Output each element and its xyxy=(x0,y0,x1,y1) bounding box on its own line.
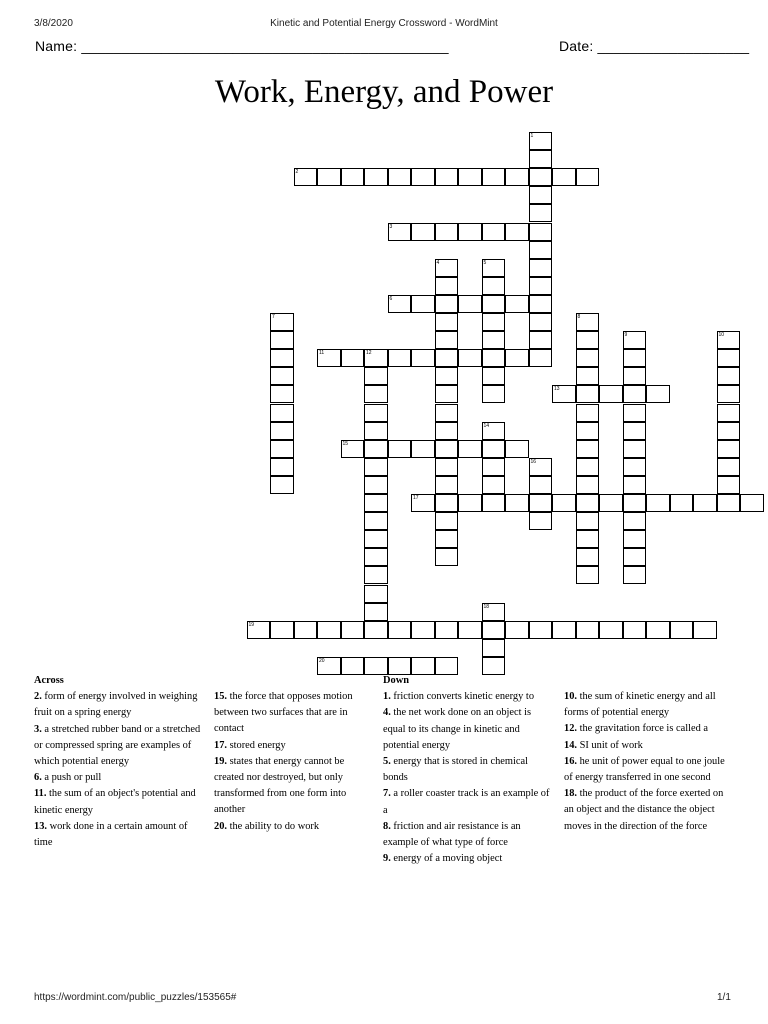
grid-cell[interactable] xyxy=(435,476,459,494)
clue-number: 16. xyxy=(564,755,577,767)
clue-text: energy of a moving object xyxy=(390,853,503,865)
grid-cell[interactable] xyxy=(435,458,459,476)
grid-cell[interactable] xyxy=(364,404,388,422)
clue-text: a roller coaster track is an example of a xyxy=(383,788,550,816)
grid-cell[interactable] xyxy=(623,349,647,367)
clue-text: the force that opposes motion between two surfaces that are in contact xyxy=(214,691,353,735)
grid-cell[interactable] xyxy=(411,440,435,458)
clue-number-label: 18 xyxy=(483,603,490,610)
grid-cell[interactable] xyxy=(482,349,506,367)
grid-cell[interactable] xyxy=(482,277,506,295)
grid-cell[interactable] xyxy=(388,440,412,458)
clue-item xyxy=(34,770,206,786)
grid-cell[interactable] xyxy=(435,548,459,566)
clue-number: 5. xyxy=(383,756,391,768)
grid-cell[interactable] xyxy=(529,259,553,277)
grid-cell[interactable] xyxy=(435,168,459,186)
grid-cell[interactable] xyxy=(482,621,506,639)
grid-cell[interactable] xyxy=(458,440,482,458)
grid-cell[interactable] xyxy=(623,458,647,476)
grid-cell[interactable] xyxy=(529,132,553,150)
grid-cell[interactable] xyxy=(341,168,365,186)
grid-cell[interactable] xyxy=(505,494,529,512)
grid-cell[interactable] xyxy=(482,494,506,512)
puzzle-title: Work, Energy, and Power xyxy=(214,74,554,110)
clue-number-label: 6 xyxy=(389,295,393,302)
clue-number: 4. xyxy=(383,707,391,719)
grid-cell[interactable] xyxy=(364,494,388,512)
grid-cell[interactable] xyxy=(435,367,459,385)
grid-cell[interactable] xyxy=(458,168,482,186)
grid-cell[interactable] xyxy=(270,404,294,422)
grid-cell[interactable] xyxy=(576,530,600,548)
print-date: 3/8/2020 xyxy=(34,18,73,29)
grid-cell[interactable] xyxy=(364,367,388,385)
footer-page-number: 1/1 xyxy=(717,992,731,1003)
grid-cell[interactable] xyxy=(435,313,459,331)
clue-number: 7. xyxy=(383,788,391,800)
clue-number-label: 9 xyxy=(624,332,628,339)
clue-item xyxy=(383,819,553,851)
grid-cell[interactable] xyxy=(623,331,647,349)
grid-cell[interactable] xyxy=(270,349,294,367)
footer-url[interactable]: https://wordmint.com/public_puzzles/153565# xyxy=(34,992,237,1003)
grid-cell[interactable] xyxy=(576,404,600,422)
grid-cell[interactable] xyxy=(435,494,459,512)
grid-cell[interactable] xyxy=(458,295,482,313)
grid-cell[interactable] xyxy=(505,440,529,458)
clue-item xyxy=(214,689,374,738)
print-header-title: Kinetic and Potential Energy Crossword - WordMint xyxy=(270,18,498,29)
clue-item xyxy=(383,786,553,818)
grid-cell[interactable] xyxy=(599,385,623,403)
grid-cell[interactable] xyxy=(435,621,459,639)
clue-text: a stretched rubber band or a stretched or compressed spring are examples of which potential energy xyxy=(34,723,201,768)
grid-cell[interactable] xyxy=(482,331,506,349)
grid-cell[interactable] xyxy=(623,404,647,422)
grid-cell[interactable] xyxy=(364,603,388,621)
clue-item xyxy=(214,754,374,819)
grid-cell[interactable] xyxy=(294,621,318,639)
grid-cell[interactable] xyxy=(270,331,294,349)
grid-cell[interactable] xyxy=(435,422,459,440)
grid-cell[interactable] xyxy=(317,621,341,639)
grid-cell[interactable] xyxy=(294,168,318,186)
clue-number: 6. xyxy=(34,772,42,784)
clue-number-label: 13 xyxy=(554,386,560,393)
clue-number: 12. xyxy=(564,723,577,735)
grid-cell[interactable] xyxy=(482,440,506,458)
clue-item xyxy=(564,721,732,737)
grid-cell[interactable] xyxy=(529,494,553,512)
grid-cell[interactable] xyxy=(717,422,741,440)
grid-cell[interactable] xyxy=(717,458,741,476)
clue-number-label: 11 xyxy=(319,350,325,357)
grid-cell[interactable] xyxy=(435,223,459,241)
clue-text: friction and air resistance is an example of what type of force xyxy=(383,820,521,849)
grid-cell[interactable] xyxy=(411,295,435,313)
clue-text: form of energy involved in weighing fruit on a spring energy xyxy=(34,691,198,719)
grid-cell[interactable] xyxy=(717,349,741,367)
grid-cell[interactable] xyxy=(435,385,459,403)
grid-cell[interactable] xyxy=(623,367,647,385)
grid-cell[interactable] xyxy=(529,331,553,349)
grid-cell[interactable] xyxy=(576,349,600,367)
clue-item xyxy=(34,786,206,818)
grid-cell[interactable] xyxy=(505,349,529,367)
clue-number: 13. xyxy=(34,820,47,832)
clue-item xyxy=(564,689,732,721)
grid-cell[interactable] xyxy=(529,204,553,222)
clue-number-label: 20 xyxy=(319,657,325,664)
clue-number: 19. xyxy=(214,755,227,767)
grid-cell[interactable] xyxy=(576,331,600,349)
grid-cell[interactable] xyxy=(317,349,341,367)
clue-number-label: 4 xyxy=(436,259,440,266)
grid-cell[interactable] xyxy=(317,168,341,186)
clue-text: he unit of power equal to one joule of energy transferred in one second xyxy=(564,755,725,784)
grid-cell[interactable] xyxy=(364,566,388,584)
grid-cell[interactable] xyxy=(458,494,482,512)
clue-item xyxy=(383,689,553,705)
grid-cell[interactable] xyxy=(270,476,294,494)
grid-cell[interactable] xyxy=(623,440,647,458)
clue-number-label: 15 xyxy=(342,440,349,447)
clue-item xyxy=(34,722,206,771)
grid-cell[interactable] xyxy=(717,476,741,494)
grid-cell[interactable] xyxy=(646,621,670,639)
clue-number: 2. xyxy=(34,691,42,703)
clue-text: the gravitation force is called a xyxy=(577,723,708,735)
grid-cell[interactable] xyxy=(740,494,764,512)
clue-item xyxy=(383,851,553,867)
grid-cell[interactable] xyxy=(364,458,388,476)
name-field[interactable]: Name: ______________________________________________ xyxy=(35,38,449,54)
grid-cell[interactable] xyxy=(529,277,553,295)
grid-cell[interactable] xyxy=(576,367,600,385)
grid-cell[interactable] xyxy=(341,440,365,458)
down-clues-col1 xyxy=(383,673,553,867)
grid-cell[interactable] xyxy=(717,385,741,403)
grid-cell[interactable] xyxy=(482,385,506,403)
grid-cell[interactable] xyxy=(646,385,670,403)
grid-cell[interactable] xyxy=(364,585,388,603)
grid-cell[interactable] xyxy=(270,422,294,440)
grid-cell[interactable] xyxy=(717,440,741,458)
grid-cell[interactable] xyxy=(529,458,553,476)
clue-item xyxy=(214,738,374,754)
across-clues-col1 xyxy=(34,673,206,851)
grid-cell[interactable] xyxy=(270,458,294,476)
grid-cell[interactable] xyxy=(435,295,459,313)
grid-cell[interactable] xyxy=(364,385,388,403)
clue-item xyxy=(383,705,553,754)
grid-cell[interactable] xyxy=(317,657,341,675)
clue-item xyxy=(564,738,732,754)
clue-item xyxy=(34,819,206,851)
clue-number: 20. xyxy=(214,820,227,832)
grid-cell[interactable] xyxy=(341,657,365,675)
grid-cell[interactable] xyxy=(364,530,388,548)
grid-cell[interactable] xyxy=(552,621,576,639)
grid-cell[interactable] xyxy=(388,223,412,241)
grid-cell[interactable] xyxy=(270,385,294,403)
grid-cell[interactable] xyxy=(341,349,365,367)
clue-number: 10. xyxy=(564,691,577,702)
clue-number-label: 3 xyxy=(389,223,393,230)
grid-cell[interactable] xyxy=(599,494,623,512)
across-clues-col2 xyxy=(214,689,374,835)
clue-number: 17. xyxy=(214,739,227,751)
clue-number: 14. xyxy=(564,739,577,751)
grid-cell[interactable] xyxy=(505,168,529,186)
clue-number: 18. xyxy=(564,788,577,800)
grid-cell[interactable] xyxy=(529,186,553,204)
grid-cell[interactable] xyxy=(693,494,717,512)
grid-cell[interactable] xyxy=(388,295,412,313)
grid-cell[interactable] xyxy=(529,223,553,241)
grid-cell[interactable] xyxy=(364,512,388,530)
clue-number-label: 8 xyxy=(577,314,581,320)
grid-cell[interactable] xyxy=(552,168,576,186)
clue-number-label: 19 xyxy=(248,621,255,628)
grid-cell[interactable] xyxy=(458,621,482,639)
clue-number: 8. xyxy=(383,820,391,832)
grid-cell[interactable] xyxy=(388,168,412,186)
down-clues-col2 xyxy=(564,689,732,835)
grid-cell[interactable] xyxy=(364,168,388,186)
grid-cell[interactable] xyxy=(482,259,506,277)
clue-text: the sum of an object's potential and kinetic energy xyxy=(34,788,196,816)
grid-cell[interactable] xyxy=(364,440,388,458)
clue-text: work done in a certain amount of time xyxy=(34,820,188,849)
grid-cell[interactable] xyxy=(458,223,482,241)
grid-cell[interactable] xyxy=(270,313,294,331)
grid-cell[interactable] xyxy=(576,440,600,458)
grid-cell[interactable] xyxy=(411,494,435,512)
grid-cell[interactable] xyxy=(505,223,529,241)
clue-number: 3. xyxy=(34,723,42,735)
grid-cell[interactable] xyxy=(364,548,388,566)
clue-item xyxy=(564,786,732,835)
clue-text: the ability to do work xyxy=(227,820,320,832)
grid-cell[interactable] xyxy=(411,621,435,639)
grid-cell[interactable] xyxy=(623,621,647,639)
grid-cell[interactable] xyxy=(529,150,553,168)
clue-text: the net work done on an object is equal to its change in kinetic and potential energy xyxy=(383,707,532,751)
grid-cell[interactable] xyxy=(623,566,647,584)
grid-cell[interactable] xyxy=(482,476,506,494)
grid-cell[interactable] xyxy=(482,603,506,621)
grid-cell[interactable] xyxy=(529,241,553,259)
grid-cell[interactable] xyxy=(435,277,459,295)
clue-number: 15. xyxy=(214,691,227,702)
grid-cell[interactable] xyxy=(529,476,553,494)
clue-item xyxy=(214,819,374,835)
grid-cell[interactable] xyxy=(505,295,529,313)
grid-cell[interactable] xyxy=(529,621,553,639)
grid-cell[interactable] xyxy=(482,458,506,476)
clue-number: 9. xyxy=(383,853,391,865)
grid-cell[interactable] xyxy=(623,422,647,440)
grid-cell[interactable] xyxy=(693,621,717,639)
grid-cell[interactable] xyxy=(364,349,388,367)
grid-cell[interactable] xyxy=(529,168,553,186)
clue-number: 1. xyxy=(383,691,391,703)
grid-cell[interactable] xyxy=(435,404,459,422)
clue-number-label: 10 xyxy=(718,332,725,339)
clue-item xyxy=(34,689,206,721)
grid-cell[interactable] xyxy=(458,349,482,367)
grid-cell[interactable] xyxy=(552,494,576,512)
grid-cell[interactable] xyxy=(623,385,647,403)
clue-text: the product of the force exerted on an object and the distance the object moves in the direction of the force xyxy=(564,788,724,832)
clue-number-label: 12 xyxy=(366,350,372,357)
grid-cell[interactable] xyxy=(576,512,600,530)
grid-cell[interactable] xyxy=(482,367,506,385)
clue-item xyxy=(383,754,553,786)
clue-text: friction converts kinetic energy to xyxy=(390,691,535,703)
grid-cell[interactable] xyxy=(529,512,553,530)
grid-cell[interactable] xyxy=(270,621,294,639)
across-heading: Across xyxy=(34,675,64,686)
clue-item xyxy=(564,754,732,786)
grid-cell[interactable] xyxy=(623,548,647,566)
clue-number-label: 17 xyxy=(413,495,419,501)
grid-cell[interactable] xyxy=(364,422,388,440)
grid-cell[interactable] xyxy=(717,404,741,422)
grid-cell[interactable] xyxy=(435,331,459,349)
grid-cell[interactable] xyxy=(247,621,271,639)
grid-cell[interactable] xyxy=(529,313,553,331)
grid-cell[interactable] xyxy=(388,349,412,367)
grid-cell[interactable] xyxy=(576,548,600,566)
date-field[interactable]: Date: ___________________ xyxy=(559,38,750,54)
grid-cell[interactable] xyxy=(670,621,694,639)
grid-cell[interactable] xyxy=(482,168,506,186)
grid-cell[interactable] xyxy=(576,458,600,476)
clue-number-label: 14 xyxy=(483,422,490,429)
clue-number: 11. xyxy=(34,788,47,800)
clue-number-label: 1 xyxy=(530,133,534,139)
grid-cell[interactable] xyxy=(552,385,576,403)
grid-cell[interactable] xyxy=(576,566,600,584)
grid-cell[interactable] xyxy=(576,385,600,403)
grid-cell[interactable] xyxy=(529,349,553,367)
clue-text: a push or pull xyxy=(41,772,102,784)
grid-cell[interactable] xyxy=(623,512,647,530)
grid-cell[interactable] xyxy=(599,621,623,639)
grid-cell[interactable] xyxy=(364,621,388,639)
grid-cell[interactable] xyxy=(341,621,365,639)
grid-cell[interactable] xyxy=(411,168,435,186)
clue-number-label: 2 xyxy=(295,169,299,176)
grid-cell[interactable] xyxy=(435,530,459,548)
grid-cell[interactable] xyxy=(435,349,459,367)
clue-number-label: 5 xyxy=(483,259,487,266)
grid-cell[interactable] xyxy=(435,512,459,530)
clue-text: states that energy cannot be created nor destroyed, but only transformed from one form into another xyxy=(214,755,347,816)
clue-text: the sum of kinetic energy and all forms of potential energy xyxy=(564,691,716,719)
clue-number-label: 7 xyxy=(272,314,275,320)
grid-cell[interactable] xyxy=(435,440,459,458)
grid-cell[interactable] xyxy=(717,494,741,512)
grid-cell[interactable] xyxy=(529,295,553,313)
grid-cell[interactable] xyxy=(505,621,529,639)
grid-cell[interactable] xyxy=(411,349,435,367)
grid-cell[interactable] xyxy=(717,331,741,349)
grid-cell[interactable] xyxy=(270,440,294,458)
grid-cell[interactable] xyxy=(646,494,670,512)
grid-cell[interactable] xyxy=(435,259,459,277)
grid-cell[interactable] xyxy=(482,295,506,313)
grid-cell[interactable] xyxy=(576,422,600,440)
grid-cell[interactable] xyxy=(482,422,506,440)
grid-cell[interactable] xyxy=(576,494,600,512)
clue-text: stored energy xyxy=(227,739,286,751)
grid-cell[interactable] xyxy=(670,494,694,512)
grid-cell[interactable] xyxy=(411,223,435,241)
clue-text: energy that is stored in chemical bonds xyxy=(383,756,528,784)
grid-cell[interactable] xyxy=(623,530,647,548)
clue-number-label: 16 xyxy=(530,458,537,465)
grid-cell[interactable] xyxy=(576,168,600,186)
grid-cell[interactable] xyxy=(576,621,600,639)
grid-cell[interactable] xyxy=(576,313,600,331)
grid-cell[interactable] xyxy=(388,621,412,639)
grid-cell[interactable] xyxy=(623,476,647,494)
down-heading: Down xyxy=(383,675,409,686)
grid-cell[interactable] xyxy=(482,639,506,657)
grid-cell[interactable] xyxy=(270,367,294,385)
grid-cell[interactable] xyxy=(482,223,506,241)
grid-cell[interactable] xyxy=(482,313,506,331)
grid-cell[interactable] xyxy=(623,494,647,512)
grid-cell[interactable] xyxy=(364,476,388,494)
grid-cell[interactable] xyxy=(717,367,741,385)
clue-text: SI unit of work xyxy=(577,739,643,751)
grid-cell[interactable] xyxy=(576,476,600,494)
